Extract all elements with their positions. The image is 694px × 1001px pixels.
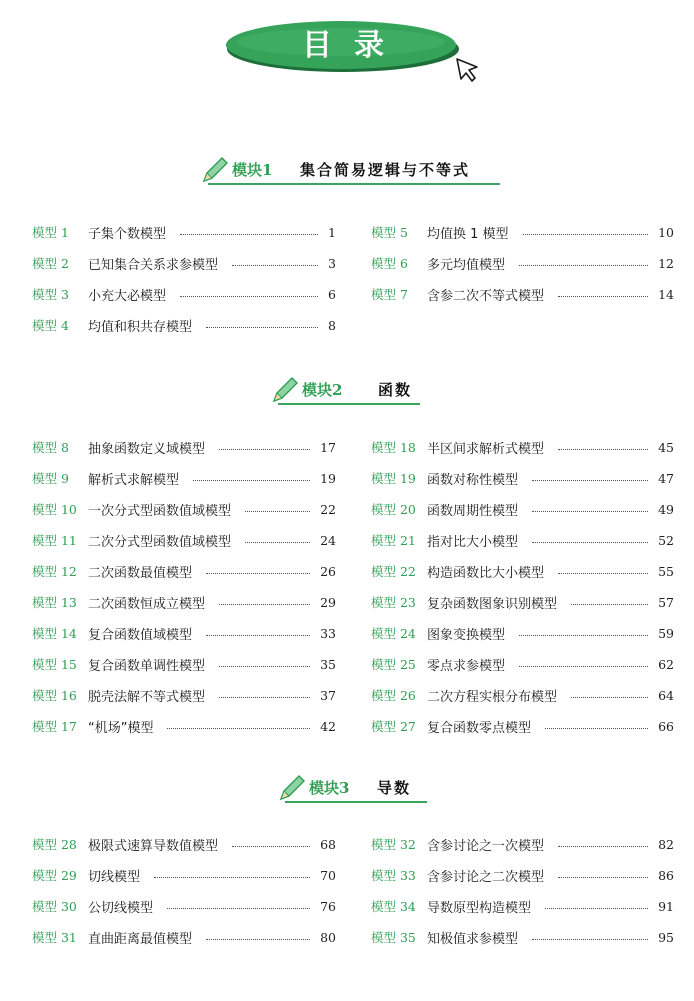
toc-entry[interactable] — [371, 284, 674, 304]
leader-dots — [558, 573, 648, 574]
page-number: 26 — [320, 563, 336, 579]
toc-entry[interactable] — [32, 685, 336, 705]
model-title: 半区间求解析式模型 — [427, 441, 545, 457]
model-number: 模型 26 — [371, 688, 416, 703]
model-number: 模型 18 — [371, 440, 416, 455]
model-number: 模型 31 — [32, 930, 77, 945]
leader-dots — [219, 449, 310, 450]
model-number: 模型 24 — [371, 626, 416, 641]
model-number: 模型 22 — [371, 564, 416, 579]
model-number: 模型 35 — [371, 930, 416, 945]
page-number: 55 — [658, 563, 674, 579]
model-title: 直曲距离最值模型 — [88, 931, 193, 947]
leader-dots — [519, 265, 648, 266]
model-number: 模型 12 — [32, 564, 77, 579]
model-number: 模型 21 — [371, 533, 416, 548]
section-header-1 — [200, 155, 500, 185]
model-title: 均值换 1 模型 — [427, 226, 509, 242]
leader-dots — [206, 327, 318, 328]
toc-entry[interactable] — [32, 315, 336, 335]
toc-entry[interactable] — [371, 437, 674, 457]
section-name: 集合简易逻辑与不等式 — [300, 161, 471, 179]
page-number: 24 — [320, 532, 336, 548]
model-title: 含参讨论之二次模型 — [427, 869, 545, 885]
model-title: “机场”模型 — [88, 720, 154, 736]
toc-entry[interactable] — [32, 284, 336, 304]
leader-dots — [523, 234, 649, 235]
section-underline — [208, 183, 500, 185]
page-number: 10 — [658, 224, 674, 240]
toc-entry[interactable] — [32, 927, 336, 947]
leader-dots — [167, 728, 310, 729]
toc-entry[interactable] — [371, 716, 674, 736]
page-number: 42 — [320, 718, 336, 734]
toc-entry[interactable] — [371, 592, 674, 612]
model-number: 模型 32 — [371, 837, 416, 852]
leader-dots — [167, 908, 310, 909]
leader-dots — [545, 728, 648, 729]
toc-entry[interactable] — [371, 530, 674, 550]
model-number: 模型 9 — [32, 471, 69, 486]
model-number: 模型 5 — [371, 225, 408, 240]
leader-dots — [545, 908, 648, 909]
page-number: 19 — [320, 470, 336, 486]
leader-dots — [558, 846, 648, 847]
model-title: 构造函数比大小模型 — [427, 565, 545, 581]
model-title: 知极值求参模型 — [427, 931, 519, 947]
section-label: 模块1 — [232, 161, 273, 179]
toc-entry[interactable] — [32, 468, 336, 488]
section-underline — [285, 801, 427, 803]
page-number: 70 — [320, 867, 336, 883]
model-number: 模型 8 — [32, 440, 69, 455]
toc-entry[interactable] — [32, 253, 336, 273]
leader-dots — [558, 877, 648, 878]
page-number: 45 — [658, 439, 674, 455]
leader-dots — [206, 939, 310, 940]
model-title: 函数周期性模型 — [427, 503, 519, 519]
page-number: 6 — [328, 286, 336, 302]
model-number: 模型 15 — [32, 657, 77, 672]
page-title: 目录 — [302, 28, 406, 63]
leader-dots — [532, 939, 648, 940]
model-title: 复合函数单调性模型 — [88, 658, 206, 674]
model-number: 模型 4 — [32, 318, 69, 333]
page-number: 95 — [658, 929, 674, 945]
model-title: 二次方程实根分布模型 — [427, 689, 558, 705]
page-number: 33 — [320, 625, 336, 641]
model-number: 模型 10 — [32, 502, 77, 517]
leader-dots — [219, 666, 310, 667]
model-title: 子集个数模型 — [88, 226, 167, 242]
toc-entry[interactable] — [32, 561, 336, 581]
page-number: 22 — [320, 501, 336, 517]
page-number: 66 — [658, 718, 674, 734]
model-number: 模型 16 — [32, 688, 77, 703]
page-number: 64 — [658, 687, 674, 703]
model-title: 极限式速算导数值模型 — [88, 838, 219, 854]
model-number: 模型 33 — [371, 868, 416, 883]
leader-dots — [558, 296, 648, 297]
toc-entry[interactable] — [32, 222, 336, 242]
model-title: 解析式求解模型 — [88, 472, 180, 488]
page-number: 59 — [658, 625, 674, 641]
toc-entry[interactable] — [371, 623, 674, 643]
page-number: 29 — [320, 594, 336, 610]
page-number: 82 — [658, 836, 674, 852]
leader-dots — [532, 480, 648, 481]
toc-entry[interactable] — [32, 437, 336, 457]
model-number: 模型 11 — [32, 533, 77, 548]
toc-entry[interactable] — [371, 927, 674, 947]
pencil-icon — [270, 375, 300, 405]
section-name: 导数 — [377, 779, 412, 797]
page-number: 12 — [658, 255, 674, 271]
pencil-icon — [277, 773, 307, 803]
page-number: 86 — [658, 867, 674, 883]
model-title: 多元均值模型 — [427, 257, 506, 273]
model-title: 切线模型 — [88, 869, 141, 885]
page-number: 68 — [320, 836, 336, 852]
toc-entry[interactable] — [32, 623, 336, 643]
page-number: 1 — [328, 224, 336, 240]
model-number: 模型 2 — [32, 256, 69, 271]
page-number: 80 — [320, 929, 336, 945]
toc-entry[interactable] — [371, 561, 674, 581]
model-number: 模型 14 — [32, 626, 77, 641]
model-number: 模型 6 — [371, 256, 408, 271]
toc-entry[interactable] — [371, 253, 674, 273]
model-number: 模型 7 — [371, 287, 408, 302]
leader-dots — [180, 234, 318, 235]
model-title: 复合函数零点模型 — [427, 720, 532, 736]
toc-entry[interactable] — [32, 592, 336, 612]
page-number: 35 — [320, 656, 336, 672]
toc-entry[interactable] — [32, 530, 336, 550]
model-title: 零点求参模型 — [427, 658, 506, 674]
section-underline — [278, 403, 420, 405]
toc-entry[interactable] — [371, 865, 674, 885]
model-number: 模型 13 — [32, 595, 77, 610]
leader-dots — [519, 666, 648, 667]
section-header-3 — [277, 773, 427, 803]
model-number: 模型 20 — [371, 502, 416, 517]
model-title: 指对比大小模型 — [427, 534, 519, 550]
leader-dots — [232, 265, 318, 266]
cursor-arrow-icon — [455, 57, 481, 83]
model-number: 模型 29 — [32, 868, 77, 883]
toc-entry[interactable] — [32, 716, 336, 736]
section-label: 模块3 — [309, 779, 350, 797]
page-number: 14 — [658, 286, 674, 302]
model-title: 复杂函数图象识别模型 — [427, 596, 558, 612]
leader-dots — [154, 877, 310, 878]
toc-entry[interactable] — [371, 468, 674, 488]
model-title: 抽象函数定义域模型 — [88, 441, 206, 457]
leader-dots — [245, 542, 310, 543]
leader-dots — [232, 846, 310, 847]
page-number: 57 — [658, 594, 674, 610]
model-title: 一次分式型函数值域模型 — [88, 503, 232, 519]
page-number: 37 — [320, 687, 336, 703]
section-label: 模块2 — [302, 381, 343, 399]
model-number: 模型 19 — [371, 471, 416, 486]
model-title: 函数对称性模型 — [427, 472, 519, 488]
section-header-2 — [270, 375, 420, 405]
model-title: 含参讨论之一次模型 — [427, 838, 545, 854]
toc-entry[interactable] — [371, 685, 674, 705]
leader-dots — [519, 635, 648, 636]
model-title: 小充大必模型 — [88, 288, 167, 304]
model-title: 均值和积共存模型 — [88, 319, 193, 335]
toc-entry[interactable] — [32, 654, 336, 674]
model-number: 模型 28 — [32, 837, 77, 852]
model-number: 模型 25 — [371, 657, 416, 672]
toc-entry[interactable] — [371, 896, 674, 916]
leader-dots — [245, 511, 310, 512]
model-number: 模型 1 — [32, 225, 69, 240]
model-title: 图象变换模型 — [427, 627, 506, 643]
model-title: 二次分式型函数值域模型 — [88, 534, 232, 550]
model-title: 复合函数值域模型 — [88, 627, 193, 643]
page-number: 62 — [658, 656, 674, 672]
leader-dots — [532, 511, 648, 512]
model-number: 模型 3 — [32, 287, 69, 302]
model-number: 模型 23 — [371, 595, 416, 610]
model-title: 脱壳法解不等式模型 — [88, 689, 206, 705]
toc-entry[interactable] — [32, 865, 336, 885]
leader-dots — [193, 480, 310, 481]
section-name: 函数 — [378, 381, 413, 399]
toc-banner — [224, 18, 462, 74]
model-title: 二次函数最值模型 — [88, 565, 193, 581]
leader-dots — [571, 604, 648, 605]
model-title: 二次函数恒成立模型 — [88, 596, 206, 612]
leader-dots — [571, 697, 648, 698]
model-number: 模型 30 — [32, 899, 77, 914]
leader-dots — [206, 573, 310, 574]
model-title: 公切线模型 — [88, 900, 154, 916]
model-title: 导数原型构造模型 — [427, 900, 532, 916]
leader-dots — [206, 635, 310, 636]
toc-entry[interactable] — [371, 499, 674, 519]
pencil-icon — [200, 155, 230, 185]
toc-entry[interactable] — [371, 834, 674, 854]
page-number: 3 — [328, 255, 336, 271]
toc-entry[interactable] — [32, 834, 336, 854]
page-number: 76 — [320, 898, 336, 914]
model-number: 模型 34 — [371, 899, 416, 914]
leader-dots — [219, 697, 310, 698]
leader-dots — [558, 449, 648, 450]
page-number: 49 — [658, 501, 674, 517]
toc-entry[interactable] — [371, 222, 674, 242]
toc-entry[interactable] — [32, 499, 336, 519]
model-number: 模型 27 — [371, 719, 416, 734]
page-number: 91 — [658, 898, 674, 914]
leader-dots — [219, 604, 310, 605]
toc-entry[interactable] — [371, 654, 674, 674]
leader-dots — [532, 542, 648, 543]
model-title: 已知集合关系求参模型 — [88, 257, 219, 273]
page-number: 8 — [328, 317, 336, 333]
page-number: 17 — [320, 439, 336, 455]
page-number: 47 — [658, 470, 674, 486]
leader-dots — [180, 296, 318, 297]
toc-entry[interactable] — [32, 896, 336, 916]
model-number: 模型 17 — [32, 719, 77, 734]
model-title: 含参二次不等式模型 — [427, 288, 545, 304]
page-number: 52 — [658, 532, 674, 548]
